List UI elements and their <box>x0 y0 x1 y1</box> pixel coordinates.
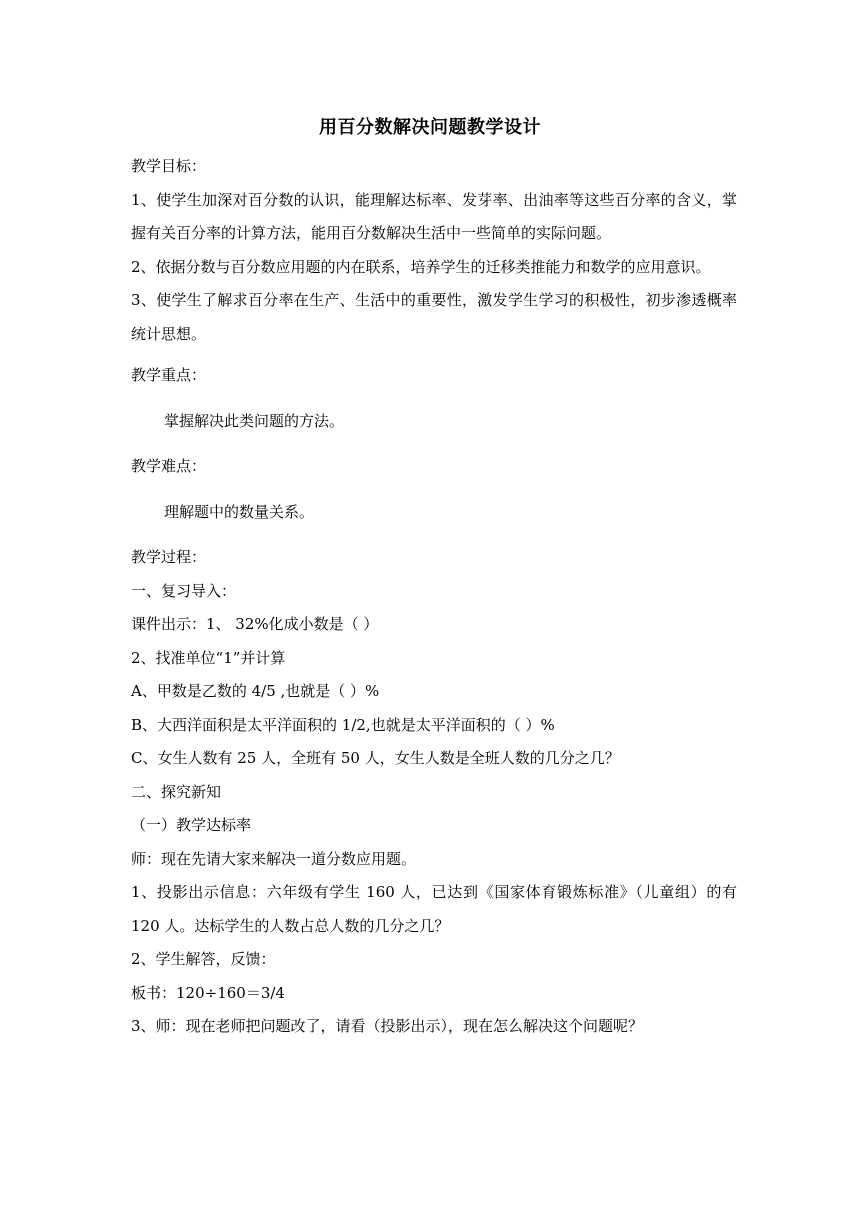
process-heading: 教学过程： <box>131 548 207 566</box>
review-item-2: 2、找准单位“1”并计算 <box>131 648 286 667</box>
difficulty-heading: 教学难点： <box>131 457 207 475</box>
review-item-b: B、大西洋面积是太平洋面积的 1/2,也就是太平洋面积的（ ）% <box>131 715 555 734</box>
difficulty-text: 理解题中的数量关系。 <box>164 502 315 521</box>
goal-item-1: 1、使学生加深对百分数的认识，能理解达标率、发芽率、出油率等这些百分率的含义，掌握有关百分率的计算方法，能用百分数解决生活中一些简单的实际问题。 <box>131 190 737 242</box>
goal-item-2: 2、依据分数与百分数应用题的内在联系，培养学生的迁移类推能力和数学的应用意识。 <box>131 257 711 276</box>
review-item-1: 课件出示：1、 32%化成小数是（ ） <box>131 615 379 633</box>
subsection-heading: （一）教学达标率 <box>131 816 252 834</box>
document-title: 用百分数解决问题教学设计 <box>319 117 541 138</box>
key-point-text: 掌握解决此类问题的方法。 <box>164 411 345 430</box>
board-writing: 板书：120÷160＝3/4 <box>131 983 285 1002</box>
key-point-heading: 教学重点： <box>131 366 207 384</box>
section-explore-heading: 二、探究新知 <box>131 782 222 801</box>
review-item-a: A、甲数是乙数的 4/5 ,也就是（ ）% <box>131 682 380 700</box>
goal-item-3: 3、使学生了解求百分率在生产、生活中的重要性，激发学生学习的积极性，初步渗透概率统计思想。 <box>131 291 737 343</box>
step-item-1: 1、投影出示信息：六年级有学生 160 人，已达到《国家体育锻炼标准》（儿童组）的有 120 人。达标学生的人数占总人数的几分之几？ <box>131 883 737 935</box>
teacher-line: 师：现在先请大家来解决一道分数应用题。 <box>131 849 417 868</box>
step-item-2: 2、学生解答，反馈： <box>131 950 276 968</box>
document-body <box>131 150 737 1044</box>
step-item-3: 3、师：现在老师把问题改了，请看（投影出示），现在怎么解决这个问题呢？ <box>131 1017 644 1035</box>
review-item-c: C、女生人数有 25 人，全班有 50 人，女生人数是全班人数的几分之几？ <box>131 749 620 767</box>
goals-heading: 教学目标： <box>131 157 207 175</box>
section-review-heading: 一、复习导入： <box>131 581 237 600</box>
